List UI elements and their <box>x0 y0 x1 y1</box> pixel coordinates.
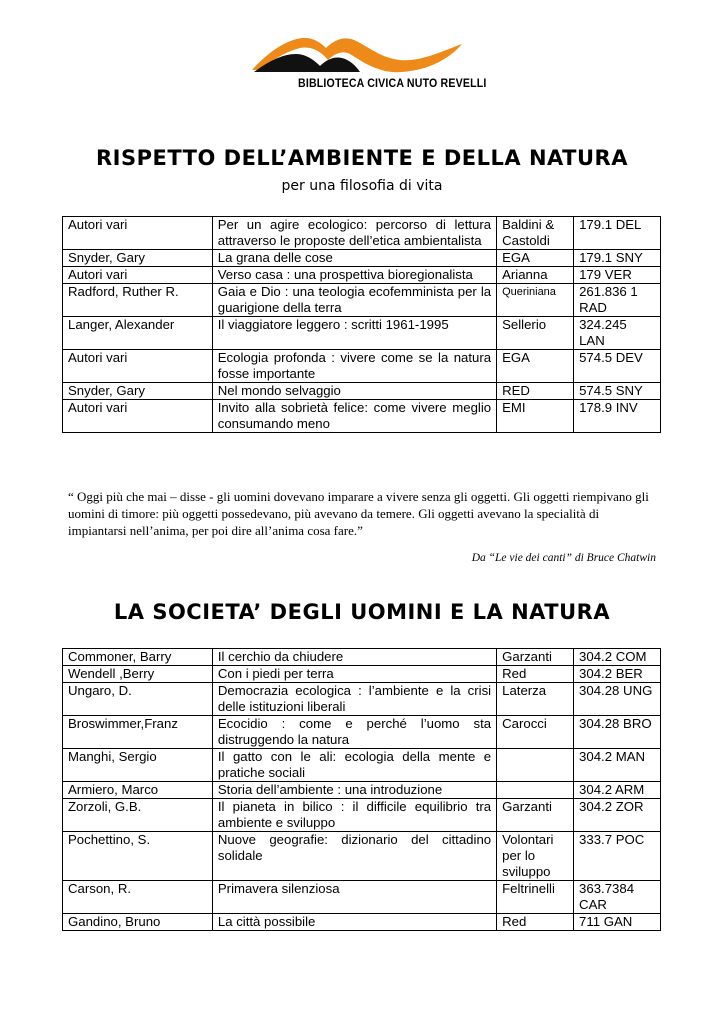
author-cell: Ungaro, D. <box>63 683 213 716</box>
publisher-cell: EGA <box>497 250 574 267</box>
title-cell: Il gatto con le ali: ecologia della mente e pratiche sociali <box>212 749 496 782</box>
publisher-cell: Red <box>497 914 574 931</box>
callnumber-cell: 711 GAN <box>574 914 661 931</box>
callnumber-cell: 574.5 DEV <box>574 350 661 383</box>
table-section1 <box>62 216 661 433</box>
publisher-cell <box>497 782 574 799</box>
callnumber-cell: 304.2 ZOR <box>574 799 661 832</box>
callnumber-cell: 179.1 SNY <box>574 250 661 267</box>
publisher-cell: Volontari per lo sviluppo <box>497 832 574 881</box>
author-cell: Snyder, Gary <box>63 250 213 267</box>
publisher-cell: Garzanti <box>497 649 574 666</box>
publisher-cell: Red <box>497 666 574 683</box>
logo-text: BIBLIOTECA CIVICA NUTO REVELLI <box>298 78 487 90</box>
callnumber-cell: 179.1 DEL <box>574 217 661 250</box>
callnumber-cell: 304.2 ARM <box>574 782 661 799</box>
author-cell: Autori vari <box>63 267 213 284</box>
table-row <box>63 832 661 881</box>
title-cell: Per un agire ecologico: percorso di lettura attraverso le proposte dell’etica ambientalista <box>212 217 496 250</box>
callnumber-cell: 574.5 SNY <box>574 383 661 400</box>
table-row <box>63 250 661 267</box>
publisher-cell: Queriniana <box>497 284 574 317</box>
author-cell: Broswimmer,Franz <box>63 716 213 749</box>
publisher-cell: Sellerio <box>497 317 574 350</box>
title-cell: Il cerchio da chiudere <box>212 649 496 666</box>
table-row <box>63 350 661 383</box>
callnumber-cell: 261.836 1 RAD <box>574 284 661 317</box>
quote-attribution: Da “Le vie dei canti” di Bruce Chatwin <box>471 552 656 564</box>
callnumber-cell: 363.7384 CAR <box>574 881 661 914</box>
callnumber-cell: 304.2 BER <box>574 666 661 683</box>
callnumber-cell: 333.7 POC <box>574 832 661 881</box>
callnumber-cell: 178.9 INV <box>574 400 661 433</box>
title-cell: Nel mondo selvaggio <box>212 383 496 400</box>
callnumber-cell: 304.2 COM <box>574 649 661 666</box>
table-row <box>63 666 661 683</box>
title-cell: Gaia e Dio : una teologia ecofemminista per la guarigione della terra <box>212 284 496 317</box>
title-cell: Nuove geografie: dizionario del cittadino solidale <box>212 832 496 881</box>
mountains-logo-icon <box>250 30 480 78</box>
callnumber-cell: 324.245 LAN <box>574 317 661 350</box>
title-cell: Storia dell’ambiente : una introduzione <box>212 782 496 799</box>
table-row <box>63 914 661 931</box>
author-cell: Radford, Ruther R. <box>63 284 213 317</box>
table-row <box>63 799 661 832</box>
author-cell: Gandino, Bruno <box>63 914 213 931</box>
table-row <box>63 267 661 284</box>
author-cell: Carson, R. <box>63 881 213 914</box>
callnumber-cell: 179 VER <box>574 267 661 284</box>
author-cell: Pochettino, S. <box>63 832 213 881</box>
callnumber-cell: 304.28 UNG <box>574 683 661 716</box>
section1-subtitle: per una filosofia di vita <box>281 178 443 194</box>
table-row <box>63 383 661 400</box>
publisher-cell: EGA <box>497 350 574 383</box>
table-section2 <box>62 648 661 931</box>
title-cell: Ecologia profonda : vivere come se la natura fosse importante <box>212 350 496 383</box>
library-logo <box>250 30 487 100</box>
title-cell: Primavera silenziosa <box>212 881 496 914</box>
author-cell: Zorzoli, G.B. <box>63 799 213 832</box>
author-cell: Langer, Alexander <box>63 317 213 350</box>
publisher-cell: Laterza <box>497 683 574 716</box>
table-row <box>63 284 661 317</box>
title-cell: Invito alla sobrietà felice: come vivere meglio consumando meno <box>212 400 496 433</box>
author-cell: Armiero, Marco <box>63 782 213 799</box>
section1-title: RISPETTO DELL’AMBIENTE E DELLA NATURA <box>96 146 628 170</box>
publisher-cell: Garzanti <box>497 799 574 832</box>
title-cell: Con i piedi per terra <box>212 666 496 683</box>
table-row <box>63 317 661 350</box>
author-cell: Autori vari <box>63 350 213 383</box>
table-row <box>63 716 661 749</box>
publisher-cell: RED <box>497 383 574 400</box>
table-row <box>63 881 661 914</box>
table-row <box>63 400 661 433</box>
publisher-cell: Feltrinelli <box>497 881 574 914</box>
author-cell: Autori vari <box>63 400 213 433</box>
title-cell: Il pianeta in bilico : il difficile equilibrio tra ambiente e sviluppo <box>212 799 496 832</box>
table-row <box>63 782 661 799</box>
table-row <box>63 649 661 666</box>
section2-title: LA SOCIETA’ DEGLI UOMINI E LA NATURA <box>113 600 611 624</box>
publisher-cell: Arianna <box>497 267 574 284</box>
title-cell: Democrazia ecologica : l’ambiente e la crisi delle istituzioni liberali <box>212 683 496 716</box>
callnumber-cell: 304.28 BRO <box>574 716 661 749</box>
title-cell: Il viaggiatore leggero : scritti 1961-1995 <box>212 317 496 350</box>
author-cell: Wendell ,Berry <box>63 666 213 683</box>
callnumber-cell: 304.2 MAN <box>574 749 661 782</box>
title-cell: Ecocidio : come e perché l’uomo sta distruggendo la natura <box>212 716 496 749</box>
table-row <box>63 683 661 716</box>
title-cell: La grana delle cose <box>212 250 496 267</box>
publisher-cell: EMI <box>497 400 574 433</box>
author-cell: Autori vari <box>63 217 213 250</box>
chatwin-quote: “ Oggi più che mai – disse - gli uomini dovevano imparare a vivere senza gli oggetti. Gli oggetti riempivano gli uomini di timore: più oggetti possedevano, più avevano da temere. Gli oggetti avevano la specialità di impiantarsi nell’anima, per poi dire all’anima cosa fare.” <box>68 489 649 538</box>
author-cell: Commoner, Barry <box>63 649 213 666</box>
publisher-cell <box>497 749 574 782</box>
table-row <box>63 749 661 782</box>
title-cell: Verso casa : una prospettiva bioregionalista <box>212 267 496 284</box>
author-cell: Manghi, Sergio <box>63 749 213 782</box>
table-row <box>63 217 661 250</box>
title-cell: La città possibile <box>212 914 496 931</box>
publisher-cell: Baldini & Castoldi <box>497 217 574 250</box>
author-cell: Snyder, Gary <box>63 383 213 400</box>
publisher-cell: Carocci <box>497 716 574 749</box>
